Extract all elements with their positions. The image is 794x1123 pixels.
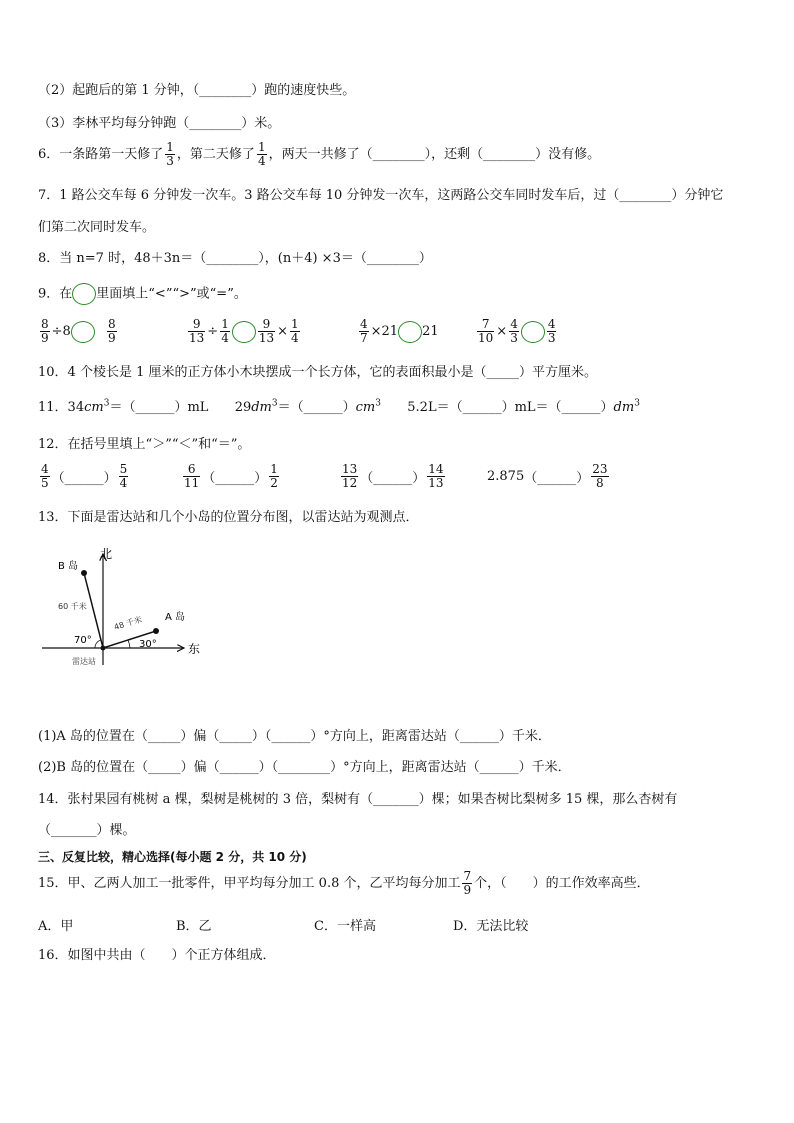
station-point [101,646,106,651]
island-b-label: B 岛 [58,561,79,572]
q5-part3: （3）李林平均每分钟跑（________）米。 [38,116,281,131]
q12-expr2: $\frac{6}{11}$ （______） $\frac{1}{2}$ [184,462,278,490]
q13-title: 13．下面是雷达站和几个小岛的位置分布图，以雷达站为观测点． [38,510,419,525]
q9-expr4: $\frac{7}{10}$ × $\frac{4}{3}$ $\frac{4}{3}$ [478,317,556,345]
section-3-title: 三、反复比较，精心选择(每小题 2 分，共 10 分) [38,850,307,864]
angle-a-label: 30° [139,639,157,650]
q12-title: 12．在括号里填上“＞”“＜”和“＝”。 [38,437,251,452]
q9-text-a: 9．在 [38,286,73,302]
q15-text-b: 个，（ ）的工作效率高些． [474,876,650,891]
dist-b-label: 60 千米 [58,602,87,611]
east-label: 东 [188,642,201,656]
q9-expr1: $\frac{8}{9}$ ÷8 $\frac{8}{9}$ [41,317,116,345]
q15-option-b[interactable]: B．乙 [176,919,212,934]
q15-option-a[interactable]: A．甲 [38,919,74,934]
answer-circle[interactable] [521,321,545,343]
answer-circle[interactable] [71,321,95,343]
q12-expr1: $\frac{4}{5}$ （______） $\frac{5}{4}$ [41,462,128,490]
q7-line2: 们第二次同时发车。 [38,220,156,235]
q6-text-a: 6．一条路第一天修了 [38,147,164,162]
q14-line1: 14．张村果园有桃树 a 棵，梨树是桃树的 3 倍，梨树有（_______）棵；如果杏树比梨树多 15 棵，那么杏树有 [38,792,678,807]
q15-option-c[interactable]: C．一样高 [314,919,376,934]
island-a-label: A 岛 [165,612,186,623]
fraction: $\frac{1}{4}$ [257,140,266,168]
q6-text-b: ，第二天修了 [176,147,255,162]
angle-b-label: 70° [74,635,92,646]
q8: 8．当 n=7 时，48＋3n＝（________），(n＋4) ×3＝（________） [38,251,432,266]
q9-expr3: $\frac{4}{7}$ ×21 21 [360,317,439,345]
answer-circle[interactable] [232,321,256,343]
q13-sub1: (1)A 岛的位置在（_____）偏（_____）（______）°方向上，距离雷达站（______）千米． [38,729,551,744]
q12-expr4: 2.875（______） $\frac{23}{8}$ [487,462,608,490]
q15-text-a: 15．甲、乙两人加工一批零件，甲平均每分加工 0.8 个，乙平均每分加工 [38,876,461,891]
fraction: $\frac{7}{9}$ [463,869,472,897]
fraction: $\frac{1}{3}$ [166,140,174,168]
q5-part2: （2）起跑后的第 1 分钟，（________）跑的速度快些。 [38,83,356,98]
q6-text-c: ，两天一共修了（________），还剩（________）没有修。 [268,147,601,162]
answer-circle[interactable] [72,283,96,305]
dist-a-label: 48 千米 [112,614,144,632]
radar-map [36,540,216,680]
island-a-point [153,628,159,634]
q9-title [38,283,247,305]
station-label: 雷达站 [72,657,96,666]
island-b-point [81,570,87,576]
q15 [38,870,650,897]
q9-expr2: $\frac{9}{13}$ ÷ $\frac{1}{4}$ $\frac{9}{13}$ × $\frac{1}{4}$ [189,317,299,345]
angle-arc-b [95,640,101,648]
north-label: 北 [100,547,113,561]
q16: 16．如图中共由（ ）个正方体组成． [38,948,276,963]
q7-line1: 7．1 路公交车每 6 分钟发一次车。3 路公交车每 10 分钟发一次车，这两路公交车同时发车后，过（________）分钟它 [38,188,724,203]
q9-text-b: 里面填上“<”“>”或“=”。 [96,286,247,302]
q12-expr3: $\frac{13}{12}$ （______） $\frac{14}{13}$ [342,462,444,490]
answer-circle[interactable] [398,321,422,343]
q11: 11．$34cm^3=(\_\_\_\_\_\_)mL$ $29dm^3=(\_\_\_\_\_\_)cm^3$ $5.2L=(\_\_\_\_\_\_)mL=(\_\_\_\_\_\_)dm^3$ [38,398,640,415]
q13-sub2: (2)B 岛的位置在（_____）偏（______）（________）°方向上，距离雷达站（______）千米． [38,760,571,775]
q14-line2: （_______）棵。 [38,823,136,838]
q6 [38,141,600,168]
q15-option-d[interactable]: D．无法比较 [453,919,529,934]
angle-arc-a [128,640,130,648]
q10: 10．4 个棱长是 1 厘米的正方体小木块摆成一个长方体，它的表面积最小是（_____）平方厘米。 [38,365,597,380]
